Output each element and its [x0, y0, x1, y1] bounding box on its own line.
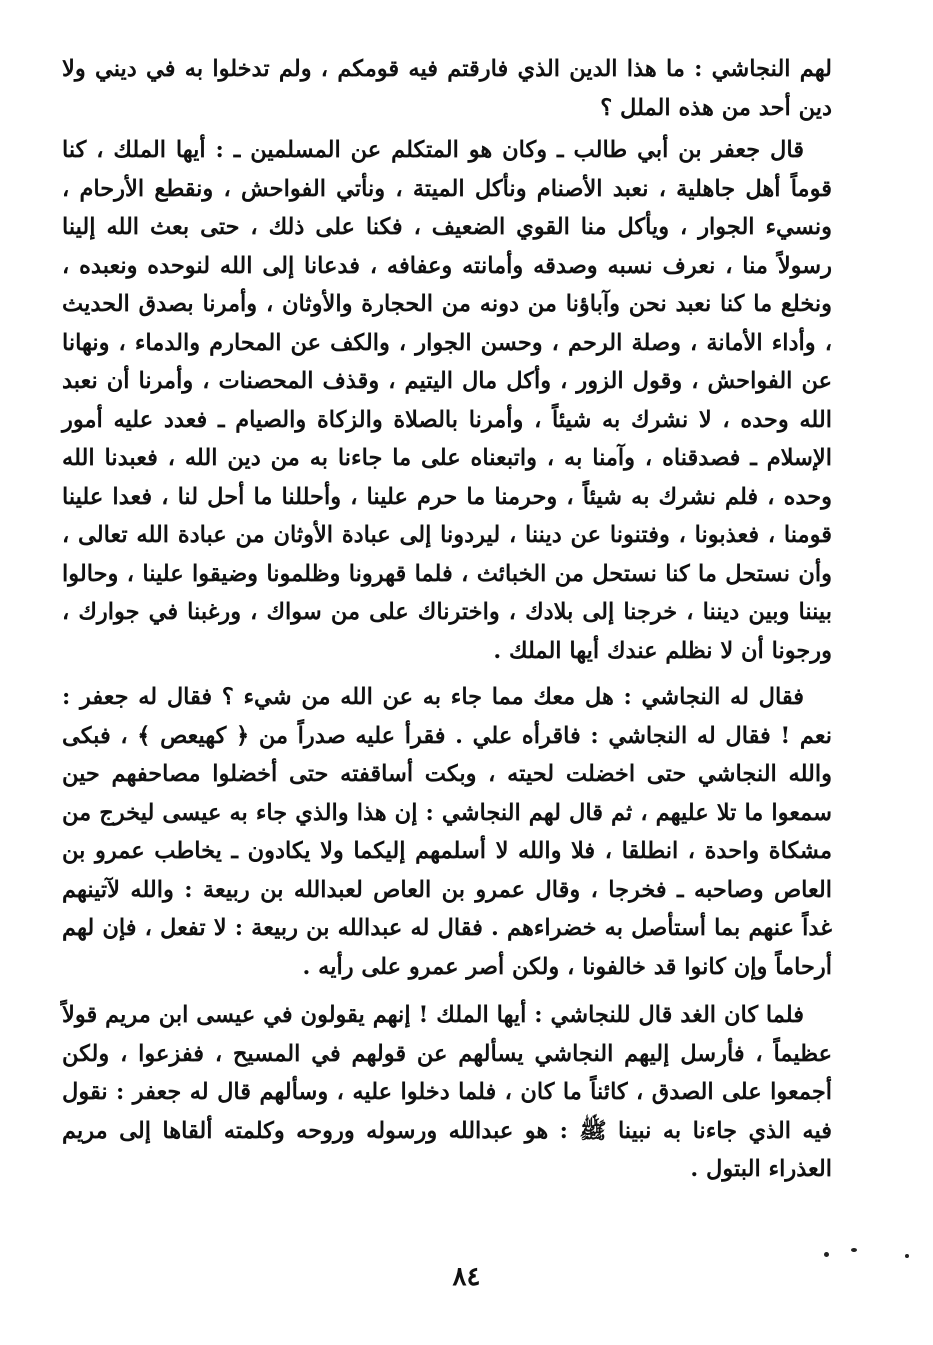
page-number: ٨٤ — [452, 1262, 481, 1292]
page-body — [62, 50, 832, 1189]
paragraph-jafar-speech: قال جعفر بن أبي طالب ـ وكان هو المتكلم عن المسلمين ـ : أيها الملك ، كنا قوماً أهل جاهلية ، نعبد الأصنام ونأكل الميتة ، ونأتي الفواحش ، ونقطع الأرحام ، ونسيء الجوار ، ويأكل منا القوي الضعيف ، فكنا على ذلك ، حتى بعث الله إلينا رسولاً منا ، نعرف نسبه وصدقه وأمانته وعفافه ، فدعانا إلى الله لنوحده ونعبده ، ونخلع ما كنا نعبد نحن وآباؤنا من دونه من الحجارة والأوثان ، وأمرنا بصدق الحديث ، وأداء الأمانة ، وصلة الرحم ، وحسن الجوار ، والكف عن المحارم والدماء ، ونهانا عن الفواحش ، وقول الزور ، وأكل مال اليتيم ، وقذف المحصنات ، وأمرنا أن نعبد الله وحده ، لا نشرك به شيئاً ، وأمرنا بالصلاة والزكاة والصيام ـ فعدد عليه أمور الإسلام ـ فصدقناه ، وآمنا به ، واتبعناه على ما جاءنا به من دين الله ، فعبدنا الله وحده ، فلم نشرك به شيئاً ، وحرمنا ما حرم علينا ، وأحللنا ما أحل لنا ، فعدا علينا قومنا ، فعذبونا ، وفتنونا عن ديننا ، ليردونا إلى عبادة الأوثان من عبادة الله تعالى ، وأن نستحل ما كنا نستحل من الخبائث ، فلما قهرونا وظلمونا وضيقوا علينا ، وحالوا بيننا وبين ديننا ، خرجنا إلى بلادك ، واخترناك على من سواك ، ورغبنا في جوارك ، ورجونا أن لا نظلم عندك أيها الملك . — [62, 137, 832, 664]
paragraph-next-day: فلما كان الغد قال للنجاشي : أيها الملك ! إنهم يقولون في عيسى ابن مريم قولاً عظيماً ، فأرسل إليهم النجاشي يسألهم عن قولهم في المسيح ، ففزعوا ، ولكن أجمعوا على الصدق ، كائناً ما كان ، فلما دخلوا عليه ، وسألهم قال له جعفر : نقول فيه الذي جاءنا به نبينا ﷺ : هو عبدالله ورسوله وروحه وكلمته ألقاها إلى مريم العذراء البتول . — [62, 1002, 832, 1182]
scan-speck-right — [851, 1248, 857, 1252]
scan-speck-left — [824, 1252, 829, 1257]
scan-speck-far-right — [905, 1254, 909, 1258]
paragraph-recitation: فقال له النجاشي : هل معك مما جاء به عن الله من شيء ؟ فقال له جعفر : نعم ! فقال له النجاشي : فاقرأه علي . فقرأ عليه صدراً من ﴿ كهيعص ﴾ ، فبكى والله النجاشي حتى اخضلت لحيته ، وبكت أساقفته حتى أخضلوا مصاحفهم حين سمعوا ما تلا عليهم ، ثم قال لهم النجاشي : إن هذا والذي جاء به عيسى ليخرج من مشكاة واحدة ، انطلقا ، فلا والله لا أسلمهم إليكما ولا يكادون ـ يخاطب عمرو بن العاص وصاحبه ـ فخرجا ، وقال عمرو بن العاص لعبدالله بن ربيعة : والله لآتينهم غداً عنهم بما أستأصل به خضراءهم . فقال له عبدالله بن ربيعة : لا تفعل ، فإن لهم أرحاماً وإن كانوا قد خالفونا ، ولكن أصر عمرو على رأيه . — [62, 684, 832, 980]
paragraph-najashi-question: لهم النجاشي : ما هذا الدين الذي فارقتم فيه قومكم ، ولم تدخلوا به في ديني ولا دين أحد من هذه الملل ؟ — [62, 56, 832, 121]
